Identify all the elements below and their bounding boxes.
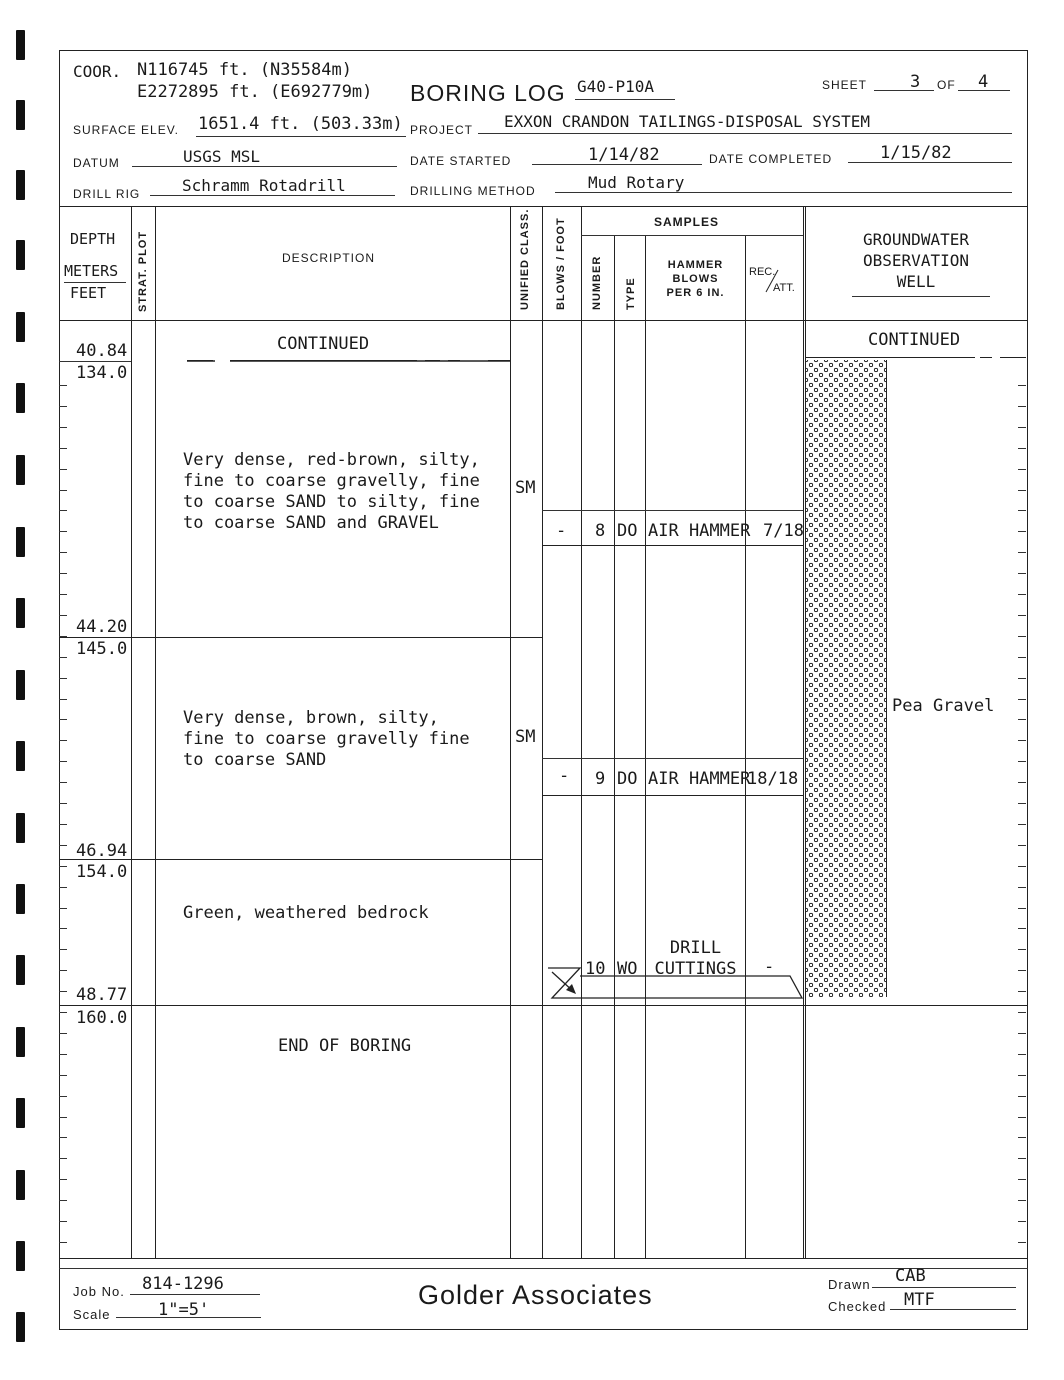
depth-ft-2: 145.0	[76, 639, 128, 659]
surface-elev-label: SURFACE ELEV.	[73, 123, 179, 137]
depth-ft-4: 160.0	[76, 1008, 128, 1028]
depth-tick-left	[59, 866, 67, 867]
depth-tick-right	[1018, 1221, 1026, 1222]
layer-1-class: SM	[515, 478, 536, 498]
surface-elev: 1651.4 ft. (503.33m)	[198, 114, 403, 134]
depth-tick-right	[1018, 908, 1026, 909]
sample-8-rec: 7/18	[763, 521, 804, 541]
layer-2-class: SM	[515, 727, 536, 747]
depth-tick-left	[59, 615, 67, 616]
depth-tick-right	[1018, 1033, 1026, 1034]
depth-tick-right	[1018, 928, 1026, 929]
depth-tick-left	[59, 510, 67, 511]
depth-tick-right	[1018, 1158, 1026, 1159]
depth-tick-left	[59, 448, 67, 449]
depth-tick-left	[59, 803, 67, 804]
depth-tick-left	[59, 427, 67, 428]
depth-tick-left	[59, 845, 67, 846]
depth-tick-right	[1018, 678, 1026, 679]
depth-tick-left	[59, 970, 67, 971]
depth-tick-left	[59, 1200, 67, 1201]
depth-tick-left	[59, 1033, 67, 1034]
depth-tick-right	[1018, 1200, 1026, 1201]
depth-tick-left	[59, 469, 67, 470]
layer-3-description: Green, weathered bedrock	[183, 903, 429, 923]
depth-tick-left	[59, 699, 67, 700]
pea-gravel-label: Pea Gravel	[892, 696, 995, 716]
checked-by: MTF	[904, 1290, 935, 1310]
depth-m-3: 46.94	[76, 841, 128, 861]
depth-tick-right	[1018, 887, 1026, 888]
depth-tick-left	[59, 490, 67, 491]
sample-8-blows: -	[556, 521, 567, 541]
drawn-label: Drawn	[828, 1277, 871, 1292]
sample-8-number: 8	[595, 521, 606, 541]
depth-tick-right	[1018, 427, 1026, 428]
depth-tick-right	[1018, 490, 1026, 491]
col-meters: METERS	[64, 262, 119, 280]
depth-tick-left	[59, 949, 67, 950]
depth-tick-left	[59, 531, 67, 532]
checked-label: Checked	[828, 1299, 887, 1314]
depth-tick-left	[59, 782, 67, 783]
depth-tick-left	[59, 1137, 67, 1138]
project-label: PROJECT	[410, 123, 474, 137]
sheet-label: SHEET	[822, 78, 868, 92]
depth-tick-right	[1018, 385, 1026, 386]
depth-tick-left	[59, 1096, 67, 1097]
col-groundwater: GROUNDWATER OBSERVATION WELL	[863, 230, 969, 291]
sample-9-blows: -	[559, 766, 570, 786]
depth-tick-right	[1018, 406, 1026, 407]
col-strat-plot: STRAT. PLOT	[137, 230, 149, 312]
sample-8-hammer: AIR HAMMER	[648, 521, 751, 541]
depth-tick-left	[59, 678, 67, 679]
datum: USGS MSL	[183, 147, 261, 166]
col-unified-class: UNIFIED CLASS.	[519, 208, 531, 310]
sheet-total: 4	[978, 72, 989, 92]
depth-tick-left	[59, 1221, 67, 1222]
depth-tick-left	[59, 824, 67, 825]
depth-tick-left	[59, 908, 67, 909]
depth-tick-left	[59, 740, 67, 741]
sheet-number: 3	[910, 72, 921, 92]
col-hammer: HAMMER BLOWS PER 6 IN.	[666, 259, 725, 299]
col-blows-foot: BLOWS / FOOT	[555, 217, 567, 310]
sample-8-type: DO	[617, 521, 638, 541]
depth-ft-1: 134.0	[76, 363, 128, 383]
depth-tick-right	[1018, 636, 1026, 637]
sample-9-rec: 18/18	[747, 769, 799, 789]
depth-tick-right	[1018, 1137, 1026, 1138]
depth-tick-left	[59, 636, 67, 637]
depth-tick-left	[59, 594, 67, 595]
depth-tick-right	[1018, 1075, 1026, 1076]
date-completed-label: DATE COMPLETED	[709, 152, 833, 166]
depth-tick-left	[59, 887, 67, 888]
continued-well-label: CONTINUED	[868, 330, 961, 350]
sample-9-number: 9	[595, 769, 606, 789]
depth-tick-right	[1018, 1012, 1026, 1013]
depth-tick-right	[1018, 1117, 1026, 1118]
depth-tick-right	[1018, 1179, 1026, 1180]
continued-label: CONTINUED	[277, 334, 370, 354]
depth-tick-left	[59, 1158, 67, 1159]
depth-tick-right	[1018, 719, 1026, 720]
coor-e: E2272895 ft. (E692779m)	[137, 82, 373, 102]
scale-value: 1"=5'	[158, 1300, 210, 1320]
date-started: 1/14/82	[588, 145, 660, 165]
sample-10-number: 10	[585, 959, 606, 979]
depth-tick-right	[1018, 657, 1026, 658]
depth-tick-left	[59, 1242, 67, 1243]
depth-tick-right	[1018, 510, 1026, 511]
depth-tick-left	[59, 385, 67, 386]
col-rec: REC.	[749, 266, 776, 278]
depth-tick-right	[1018, 1054, 1026, 1055]
drawn-by: CAB	[895, 1266, 926, 1286]
job-label: Job No.	[73, 1284, 125, 1299]
layer-1-description: Very dense, red-brown, silty, fine to coarse gravelly, fine to coarse SAND to silty, fine to coarse SAND and GRAVEL	[183, 450, 480, 533]
col-number: NUMBER	[591, 255, 603, 310]
depth-tick-right	[1018, 949, 1026, 950]
layer-2-description: Very dense, brown, silty, fine to coarse gravelly fine to coarse SAND	[183, 708, 470, 770]
col-feet: FEET	[70, 284, 107, 302]
of-label: OF	[937, 78, 956, 92]
depth-tick-left	[59, 1075, 67, 1076]
date-started-label: DATE STARTED	[410, 154, 512, 168]
depth-tick-left	[59, 1054, 67, 1055]
depth-tick-left	[59, 991, 67, 992]
sample-10-type: WO	[617, 959, 638, 979]
company-name: Golder Associates	[418, 1280, 653, 1310]
depth-tick-right	[1018, 782, 1026, 783]
depth-tick-right	[1018, 531, 1026, 532]
scale-label: Scale	[73, 1307, 111, 1322]
sample-10-rec: -	[764, 957, 775, 977]
depth-tick-right	[1018, 1242, 1026, 1243]
depth-tick-left	[59, 1179, 67, 1180]
depth-tick-right	[1018, 573, 1026, 574]
depth-tick-right	[1018, 448, 1026, 449]
col-att: ATT.	[773, 282, 795, 294]
depth-tick-left	[59, 719, 67, 720]
depth-tick-left	[59, 657, 67, 658]
depth-tick-left	[59, 1117, 67, 1118]
col-depth: DEPTH	[70, 230, 116, 248]
depth-tick-left	[59, 552, 67, 553]
depth-tick-right	[1018, 552, 1026, 553]
depth-tick-right	[1018, 740, 1026, 741]
job-number: 814-1296	[142, 1274, 224, 1294]
project-name: EXXON CRANDON TAILINGS-DISPOSAL SYSTEM	[504, 112, 871, 131]
date-completed: 1/15/82	[880, 143, 952, 163]
drill-rig: Schramm Rotadrill	[182, 176, 346, 195]
depth-tick-left	[59, 928, 67, 929]
rec-att-slash	[760, 268, 784, 294]
page-title: BORING LOG	[410, 80, 566, 106]
datum-label: DATUM	[73, 156, 120, 170]
depth-ft-3: 154.0	[76, 862, 128, 882]
coor-label: COOR.	[73, 62, 122, 81]
pea-gravel-fill	[806, 360, 887, 997]
sample-10-bracket	[542, 960, 806, 1005]
depth-tick-right	[1018, 803, 1026, 804]
depth-m-4: 48.77	[76, 985, 128, 1005]
drilling-method: Mud Rotary	[588, 173, 685, 192]
sample-9-type: DO	[617, 769, 638, 789]
end-of-boring: END OF BORING	[278, 1036, 412, 1056]
sample-9-hammer: AIR HAMMER	[648, 769, 751, 789]
drilling-method-label: DRILLING METHOD	[410, 184, 536, 198]
depth-tick-right	[1018, 845, 1026, 846]
coor-n: N116745 ft. (N35584m)	[137, 60, 352, 80]
depth-m-1: 40.84	[76, 341, 128, 361]
col-description: DESCRIPTION	[282, 251, 376, 265]
drill-rig-label: DRILL RIG	[73, 187, 141, 201]
boring-id: G40-P10A	[577, 77, 655, 96]
depth-tick-left	[59, 573, 67, 574]
depth-tick-right	[1018, 615, 1026, 616]
col-type: TYPE	[625, 277, 637, 310]
col-samples: SAMPLES	[654, 215, 720, 229]
depth-tick-right	[1018, 824, 1026, 825]
depth-tick-right	[1018, 1096, 1026, 1097]
depth-tick-right	[1018, 699, 1026, 700]
depth-tick-left	[59, 406, 67, 407]
depth-m-2: 44.20	[76, 617, 128, 637]
depth-tick-right	[1018, 866, 1026, 867]
depth-tick-right	[1018, 761, 1026, 762]
depth-tick-left	[59, 761, 67, 762]
sample-10-hammer: DRILL CUTTINGS	[654, 938, 737, 979]
depth-tick-right	[1018, 594, 1026, 595]
depth-tick-right	[1018, 469, 1026, 470]
depth-tick-right	[1018, 970, 1026, 971]
depth-tick-right	[1018, 991, 1026, 992]
depth-tick-left	[59, 1012, 67, 1013]
